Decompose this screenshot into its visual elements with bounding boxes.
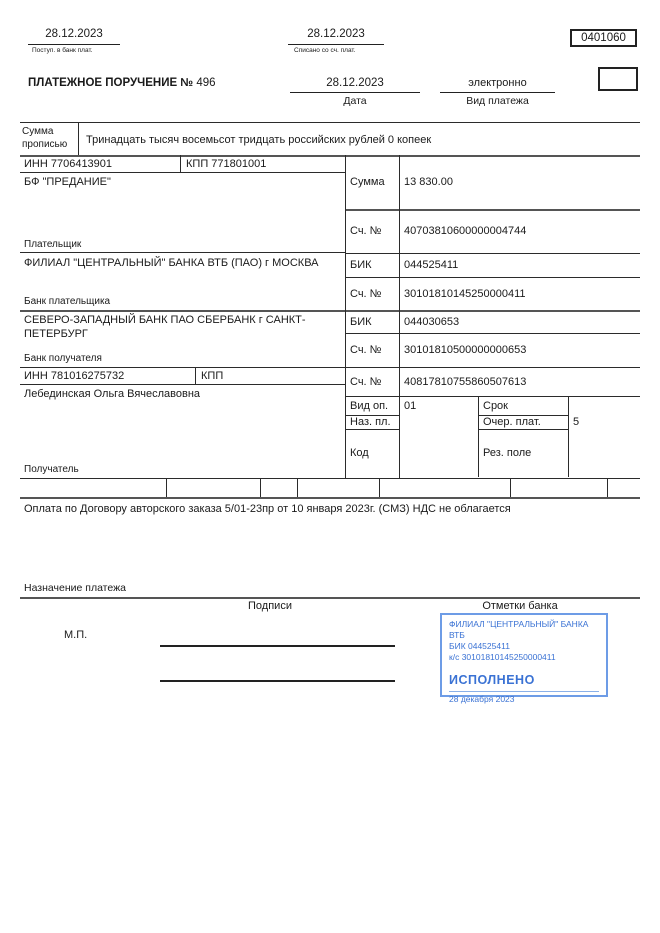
- rule-fields-row-bottom: [20, 497, 640, 499]
- receiver-label: Получатель: [24, 464, 79, 475]
- bank-marks-label: Отметки банка: [482, 600, 558, 612]
- payer-label: Плательщик: [24, 239, 82, 250]
- rule-fields-divider-2: [260, 478, 261, 497]
- receiver-corr-account-label: Сч. №: [350, 344, 382, 356]
- payer-bank-name: ФИЛИАЛ "ЦЕНТРАЛЬНЫЙ" БАНКА ВТБ (ПАО) г МОСКВА: [24, 257, 319, 269]
- received-in-bank-label: Поступ. в банк плат.: [32, 47, 93, 54]
- rule-receiver-inn-bottom: [20, 384, 345, 385]
- amount-in-words-label: Сумма прописью: [22, 126, 68, 150]
- stamp-divider: [449, 691, 599, 692]
- receiver-name: Лебединская Ольга Вячеславовна: [24, 388, 201, 400]
- payer-bank-label: Банк плательщика: [24, 296, 111, 307]
- receiver-corr-account-value: 30101810500000000653: [404, 344, 527, 356]
- rule-label-value-divider: [399, 155, 400, 478]
- rule-main-column-divider: [345, 155, 346, 478]
- rule-amount-words-bottom: [20, 155, 640, 157]
- stamp-date: 28 декабря 2023: [449, 694, 515, 705]
- receiver-account-value: 40817810755860507613: [404, 375, 527, 388]
- rule-payer-bank-bottom: [20, 310, 640, 312]
- rule-fields-divider-5: [510, 478, 511, 497]
- document-title: [28, 77, 216, 89]
- document-date-label: Дата: [343, 95, 367, 107]
- payment-kind-value: электронно: [440, 77, 555, 93]
- payer-corr-account-value: 30101810145250000411: [404, 287, 526, 300]
- payer-bik-label: БИК: [350, 259, 372, 271]
- receiver-inn: ИНН 781016275732: [24, 369, 125, 382]
- priority-label: Очер. плат.: [483, 415, 541, 428]
- payer-inn: ИНН 7706413901: [24, 157, 113, 170]
- form-code-box: 0401060: [570, 29, 637, 47]
- rule-receiver-bottom: [20, 478, 640, 479]
- document-date: 28.12.2023: [290, 77, 420, 93]
- payer-name: БФ "ПРЕДАНИЕ": [24, 176, 111, 188]
- bank-stamp: [440, 613, 608, 705]
- op-type-label: Вид оп.: [350, 399, 389, 412]
- rule-purpose-bottom: [20, 597, 640, 599]
- sum-value: 13 830.00: [404, 176, 453, 188]
- payment-kind-label: Вид платежа: [466, 95, 529, 107]
- stamp-bank-name: ФИЛИАЛ "ЦЕНТРАЛЬНЫЙ" БАНКА ВТБ: [449, 619, 589, 641]
- debited-from-account-label: Списано со сч. плат.: [294, 47, 356, 54]
- code-label: Код: [350, 447, 369, 459]
- rule-term-left-divider: [478, 396, 479, 477]
- rule-fields-divider-3: [297, 478, 298, 497]
- payer-bik-value: 044525411: [404, 259, 459, 271]
- signature-line-2: [160, 680, 395, 682]
- rule-fields-divider-4: [379, 478, 380, 497]
- purpose-label: Назначение платежа: [24, 582, 126, 594]
- rule-payer-account-bottom: [345, 253, 640, 254]
- stamp-place-label: М.П.: [64, 629, 88, 641]
- payer-account-value: 40703810600000004744: [404, 225, 527, 237]
- rule-fields-divider-1: [166, 478, 167, 497]
- debited-from-account-date: 28.12.2023: [288, 28, 384, 45]
- stamp-bik: БИК 044525411: [449, 641, 510, 652]
- purpose-text: Оплата по Договору авторского заказа 5/01-23пр от 10 января 2023г. (СМЗ) НДС не облагается: [24, 503, 511, 515]
- stamp-status: ИСПОЛНЕНО: [449, 673, 535, 688]
- receiver-bik-label: БИК: [350, 315, 372, 328]
- rule-fields-divider-6: [607, 478, 608, 497]
- receiver-account-label: Сч. №: [350, 375, 382, 388]
- priority-value: 5: [573, 415, 580, 428]
- receiver-bik-value: 044030653: [404, 315, 460, 328]
- signatures-label: Подписи: [248, 600, 292, 612]
- document-number: 496: [196, 77, 216, 89]
- rule-payer-bottom: [20, 252, 345, 253]
- purpose-code-label: Наз. пл.: [350, 415, 391, 428]
- op-type-value: 01: [404, 399, 417, 412]
- rule-receiver-inn-kpp-divider: [195, 368, 196, 384]
- stamp-corr-account: к/с 30101810145250000411: [449, 652, 556, 663]
- term-label: Срок: [483, 399, 508, 412]
- received-in-bank-date: 28.12.2023: [28, 28, 120, 45]
- payer-account-label: Сч. №: [350, 225, 382, 237]
- receiver-bank-name: СЕВЕРО-ЗАПАДНЫЙ БАНК ПАО СБЕРБАНК г САНКТ-ПЕТЕРБУРГ: [24, 314, 306, 340]
- sum-label: Сумма: [350, 176, 385, 188]
- rule-term-right-divider: [568, 396, 569, 477]
- rule-top: [20, 122, 640, 123]
- receiver-kpp: КПП: [201, 369, 224, 382]
- rule-payer-inn-bottom: [20, 172, 345, 173]
- rule-amount-words-divider: [78, 123, 79, 155]
- document-title-text: ПЛАТЕЖНОЕ ПОРУЧЕНИЕ №: [28, 77, 194, 89]
- amount-in-words-value: Тринадцать тысяч восемьсот тридцать российских рублей 0 копеек: [86, 134, 432, 146]
- signature-line-1: [160, 645, 395, 647]
- payment-type-box: [598, 67, 638, 91]
- payer-kpp: КПП 771801001: [186, 157, 267, 170]
- payer-corr-account-label: Сч. №: [350, 287, 382, 300]
- receiver-bank-label: Банк получателя: [24, 353, 102, 364]
- rule-payer-inn-kpp-divider: [180, 155, 181, 172]
- reserve-label: Рез. поле: [483, 447, 532, 459]
